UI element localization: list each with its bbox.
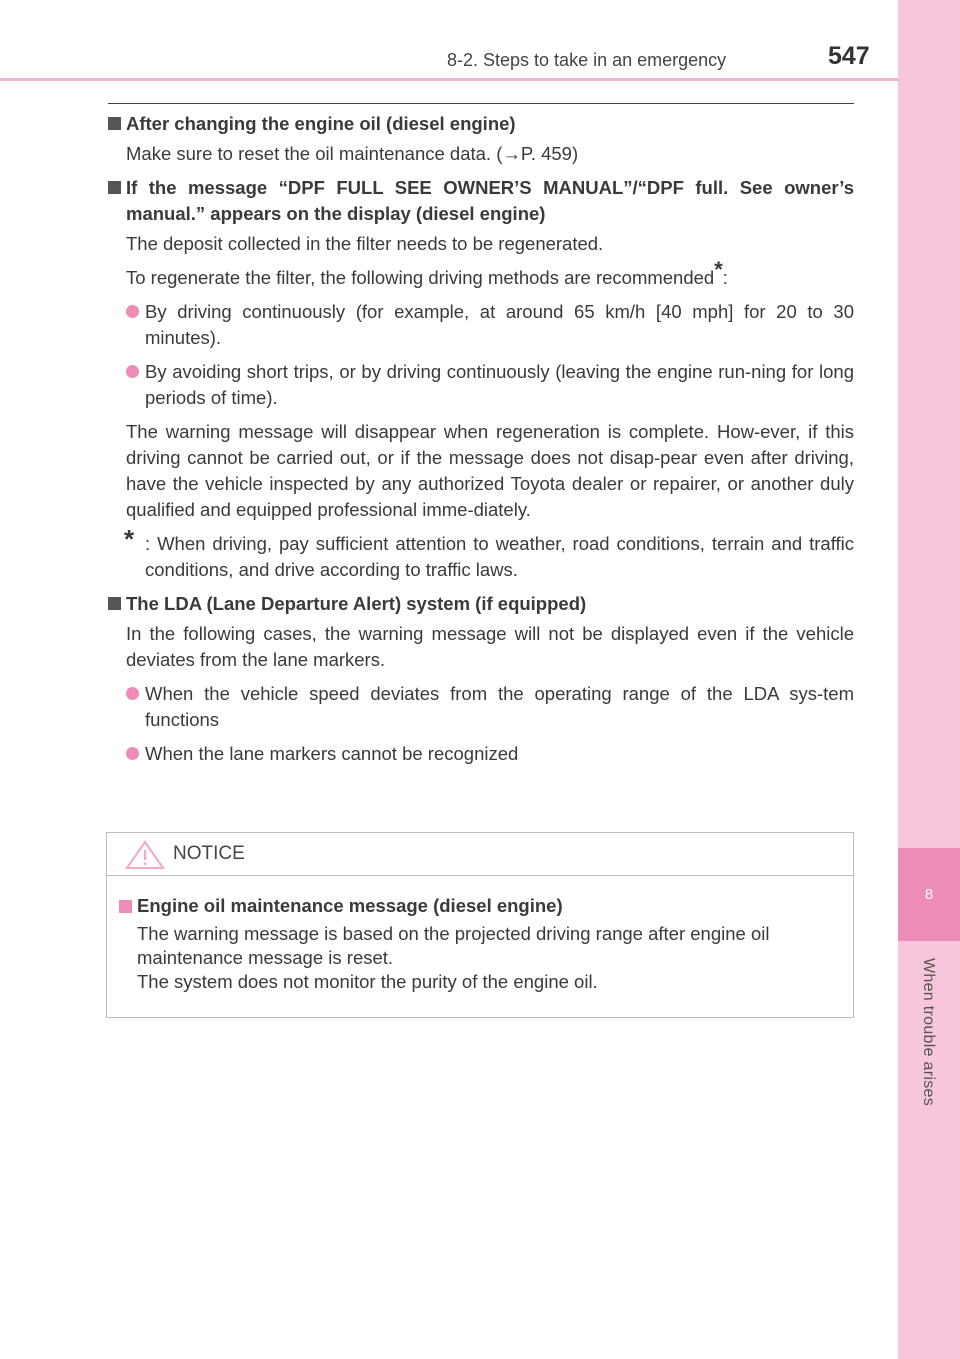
paragraph [126, 256, 854, 291]
notice-paragraph: The system does not monitor the purity of the engine oil. [137, 971, 598, 992]
list-item-text: When the lane markers cannot be recognized [145, 743, 519, 764]
notice-paragraph: The warning message is based on the projected driving range after engine oil maintenance message is reset. [137, 923, 770, 968]
notice-heading [119, 894, 837, 918]
list-item [126, 299, 854, 351]
section-heading-dpf [108, 175, 854, 227]
square-bullet-icon [108, 181, 121, 194]
list-item [126, 741, 854, 767]
heading-text: After changing the engine oil (diesel engine) [126, 113, 516, 134]
footnote [124, 524, 854, 583]
circle-bullet-icon [126, 687, 139, 700]
list-item [126, 359, 854, 411]
square-bullet-icon [108, 597, 121, 610]
list-item-text: By driving continuously (for example, at around 65 km/h [40 mph] for 20 to 30 minutes). [145, 301, 854, 348]
paragraph: Make sure to reset the oil maintenance data. (→P. 459) [126, 143, 579, 164]
section-heading-lda [108, 591, 854, 617]
footnote-marker: * [124, 524, 135, 554]
square-bullet-icon [108, 117, 121, 130]
notice-body [107, 876, 853, 994]
heading-text: The LDA (Lane Departure Alert) system (if equipped) [126, 593, 587, 614]
notice-box [106, 832, 854, 1018]
page-number: 547 [828, 42, 870, 70]
chapter-sidebar [898, 0, 960, 1359]
circle-bullet-icon [126, 747, 139, 760]
notice-header [107, 833, 853, 876]
heading-text: If the message “DPF FULL SEE OWNER’S MANUAL”/“DPF full. See owner’s manual.” appears on the display (diesel engine) [126, 177, 854, 224]
page-content [108, 111, 854, 775]
heading-text: Engine oil maintenance message (diesel engine) [137, 895, 563, 916]
footnote-marker: * [714, 256, 723, 282]
list-item [126, 681, 854, 733]
footnote-text: : When driving, pay sufficient attention to weather, road conditions, terrain and traffic conditions, and drive according to traffic laws. [145, 533, 854, 580]
list-item-text: When the vehicle speed deviates from the operating range of the LDA sys-tem functions [145, 683, 854, 730]
paragraph-text: : [722, 267, 728, 288]
chapter-number-tab[interactable]: 8 [898, 848, 960, 941]
chapter-title: When trouble arises [920, 958, 937, 1106]
warning-triangle-icon [125, 840, 165, 875]
header-section-title: 8-2. Steps to take in an emergency [447, 50, 727, 70]
paragraph: In the following cases, the warning message will not be displayed even if the vehicle deviates from the lane markers. [126, 623, 854, 670]
notice-label: NOTICE [173, 843, 245, 864]
content-top-rule [108, 103, 854, 104]
header-rule [0, 78, 898, 81]
circle-bullet-icon [126, 305, 139, 318]
paragraph: The warning message will disappear when regeneration is complete. How-ever, if this driving cannot be carried out, or if the message does not disap-pear even after driving, have the vehicle inspected by any authorized Toyota dealer or repairer, or another duly qualified and equipped professional imme-diately. [126, 421, 854, 520]
circle-bullet-icon [126, 365, 139, 378]
section-heading-oil [108, 111, 854, 137]
list-item-text: By avoiding short trips, or by driving continuously (leaving the engine run-ning for long periods of time). [145, 361, 854, 408]
paragraph-text: To regenerate the filter, the following driving methods are recommended [126, 267, 715, 288]
square-bullet-icon [119, 900, 132, 913]
paragraph: The deposit collected in the filter needs to be regenerated. [126, 233, 604, 254]
